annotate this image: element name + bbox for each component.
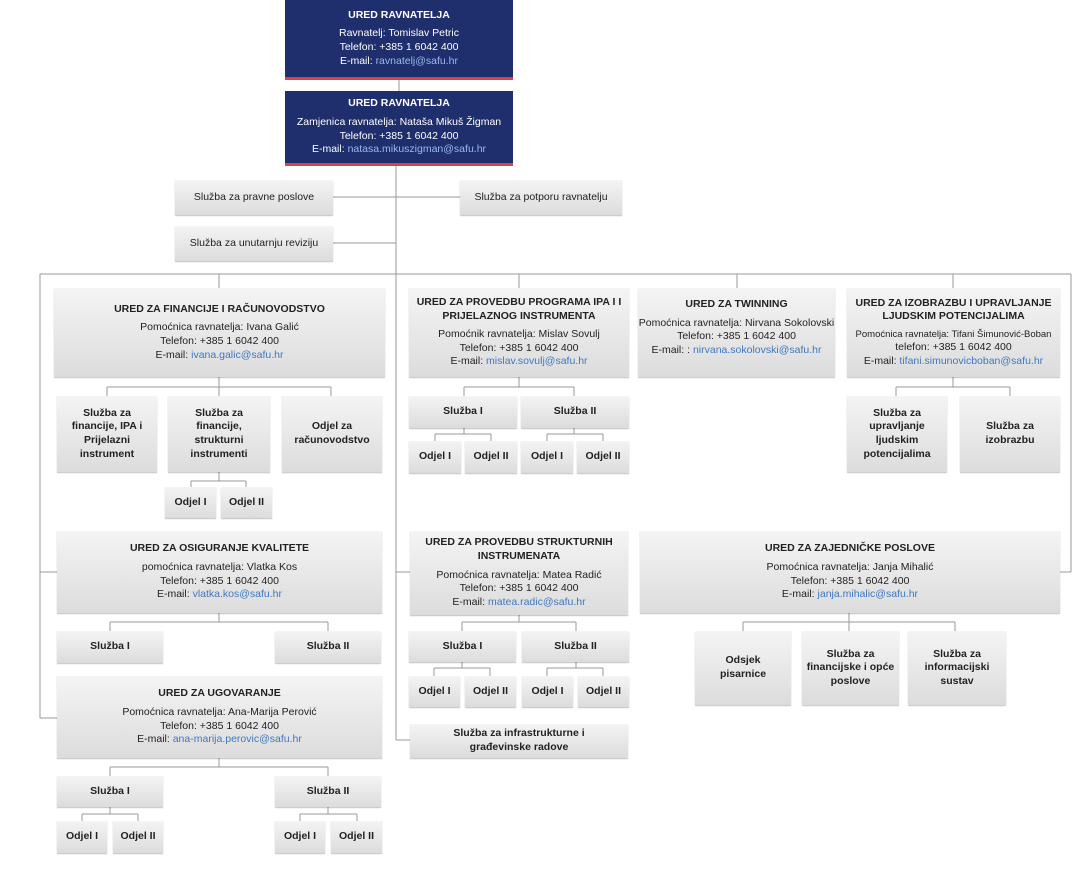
structural-office-title: URED ZA PROVEDBU STRUKTURNIH INSTRUMENATA xyxy=(425,536,613,563)
structural-dept-4-label: Odjel II xyxy=(585,684,621,697)
education-office-box xyxy=(847,288,1060,377)
education-office-title: URED ZA IZOBRAZBU I UPRAVLJANJE LJUDSKIM POTENCIJALIMA xyxy=(855,296,1052,323)
finance-unit-accounting xyxy=(282,396,382,472)
contracting-dept-1-label: Odjel I xyxy=(65,830,99,843)
ipa-service-2-label: Služba II xyxy=(553,405,597,418)
finance-office-title: URED ZA FINANCIJE I RAČUNOVODSTVO xyxy=(114,302,325,315)
deputy-email-link[interactable]: natasa.mikuszigman@safu.hr xyxy=(347,143,487,156)
infrastructure-service-label: Služba za infrastrukturne i građevinske radove xyxy=(453,727,585,753)
contracting-service-2 xyxy=(275,776,381,807)
quality-office-title: URED ZA OSIGURANJE KVALITETE xyxy=(129,542,310,555)
contracting-dept-3-label: Odjel I xyxy=(283,830,317,843)
contracting-person: Pomoćnica ravnatelja: Ana-Marija Perović xyxy=(122,705,317,718)
common-person: Pomoćnica ravnatelja: Janja Mihalić xyxy=(766,560,934,573)
contracting-phone: Telefon: +385 1 6042 400 xyxy=(160,719,279,732)
education-phone: telefon: +385 1 6042 400 xyxy=(895,341,1012,354)
common-unit-finance-label: Služba za financijske i opće poslove xyxy=(806,647,895,687)
education-service-training-label: Služba za izobrazbu xyxy=(985,420,1035,446)
deputy-phone: Telefon: +385 1 6042 400 xyxy=(339,129,459,142)
structural-dept-1 xyxy=(409,676,460,707)
ipa-dept-2-label: Odjel II xyxy=(473,450,509,463)
quality-person: pomoćnica ravnatelja: Vlatka Kos xyxy=(141,560,298,573)
quality-email-link[interactable]: vlatka.kos@safu.hr xyxy=(192,588,283,601)
contracting-dept-2-label: Odjel II xyxy=(120,830,156,843)
email-label: E-mail: xyxy=(339,54,373,67)
structural-dept-1-label: Odjel I xyxy=(418,684,451,697)
finance-dept-1 xyxy=(165,487,216,518)
common-office-box xyxy=(640,531,1060,613)
common-phone: Telefon: +385 1 6042 400 xyxy=(790,574,910,587)
quality-service-2 xyxy=(275,631,381,663)
finance-email-row xyxy=(156,349,284,363)
education-person: Pomoćnica ravnatelja: Tifani Šimunović-Boban xyxy=(855,328,1052,340)
ipa-person: Pomoćnik ravnatelja: Mislav Sovulj xyxy=(438,328,600,341)
contracting-dept-4 xyxy=(331,821,382,853)
structural-service-1-label: Služba I xyxy=(442,639,483,652)
ipa-dept-4 xyxy=(577,441,629,473)
contracting-office-box xyxy=(57,676,382,758)
ipa-dept-4-label: Odjel II xyxy=(585,450,621,463)
email-label: E-mail: xyxy=(137,733,170,746)
quality-office-box xyxy=(57,531,382,613)
structural-dept-4 xyxy=(578,676,629,707)
ipa-service-1 xyxy=(409,396,517,428)
structural-service-1 xyxy=(409,631,516,662)
email-label: E-mail: xyxy=(311,143,345,156)
director-office-box xyxy=(285,0,513,80)
common-email-link[interactable]: janja.mihalic@safu.hr xyxy=(817,588,919,601)
ipa-dept-1-label: Odjel I xyxy=(418,450,452,463)
finance-person: Pomoćnica ravnatelja: Ivana Galić xyxy=(140,321,299,334)
contracting-service-1 xyxy=(57,776,163,807)
twinning-office-box xyxy=(638,288,835,377)
ipa-email-link[interactable]: mislav.sovulj@safu.hr xyxy=(486,355,588,368)
email-label: E-mail: xyxy=(450,355,484,368)
structural-email-link[interactable]: matea.radic@safu.hr xyxy=(487,595,586,608)
director-name: Ravnatelj: Tomislav Petric xyxy=(338,27,460,40)
twinning-phone: Telefon: +385 1 6042 400 xyxy=(677,330,796,343)
common-unit-finance xyxy=(802,631,899,705)
legal-service-box xyxy=(175,180,333,215)
ipa-email-row xyxy=(450,355,587,369)
ipa-service-1-label: Služba I xyxy=(443,405,483,418)
structural-office-box xyxy=(410,531,628,615)
structural-service-2-label: Služba II xyxy=(554,639,597,652)
director-phone: Telefon: +385 1 6042 400 xyxy=(339,41,459,53)
finance-office-box xyxy=(54,288,385,377)
finance-unit-ipa-label: Služba za financije, IPA i Prijelazni instrument xyxy=(71,406,143,460)
director-email-row xyxy=(340,55,458,69)
finance-unit-structural-label: Služba za financije, strukturni instrumenti xyxy=(190,406,248,460)
finance-phone: Telefon: +385 1 6042 400 xyxy=(160,335,279,347)
support-service-label: Služba za potporu ravnatelju xyxy=(474,190,608,203)
audit-service-box xyxy=(175,226,333,261)
ipa-dept-2 xyxy=(465,441,517,473)
finance-unit-structural xyxy=(168,396,270,472)
audit-service-label: Služba za unutarnju reviziju xyxy=(189,236,319,249)
contracting-dept-2 xyxy=(113,821,163,853)
contracting-office-title: URED ZA UGOVARANJE xyxy=(158,687,281,700)
structural-dept-3 xyxy=(522,676,573,707)
contracting-dept-4-label: Odjel II xyxy=(338,830,374,843)
contracting-email-link[interactable]: ana-marija.perovic@safu.hr xyxy=(172,733,302,746)
education-service-hr xyxy=(847,396,947,472)
ipa-dept-1 xyxy=(409,441,461,473)
ipa-office-title: URED ZA PROVEDBU PROGRAMA IPA I I PRIJELAZNOG INSTRUMENTA xyxy=(416,295,622,322)
support-service-box xyxy=(460,180,622,215)
email-label: E-mail: xyxy=(452,595,486,608)
ipa-phone: Telefon: +385 1 6042 400 xyxy=(459,341,579,354)
infrastructure-service-box xyxy=(410,724,628,758)
education-email-row xyxy=(864,355,1043,369)
common-unit-it-label: Služba za informacijski sustav xyxy=(924,647,990,687)
deputy-name: Zamjenica ravnatelja: Nataša Mikuš Žigman xyxy=(296,115,502,128)
contracting-service-2-label: Služba II xyxy=(306,784,350,797)
email-label: E-mail: xyxy=(156,588,190,601)
deputy-office-title: URED RAVNATELJA xyxy=(348,97,450,110)
education-email-link[interactable]: tifani.simunovicboban@safu.hr xyxy=(899,354,1044,367)
structural-email-row xyxy=(452,596,585,610)
common-unit-it xyxy=(908,631,1006,705)
finance-email-link[interactable]: ivana.galic@safu.hr xyxy=(191,348,284,361)
email-label: E-mail: xyxy=(155,348,189,361)
email-label: E-mail: : xyxy=(651,343,691,356)
common-unit-registry xyxy=(695,631,791,705)
email-label: E-mail: xyxy=(863,354,897,367)
email-label: E-mail: xyxy=(781,588,815,601)
quality-service-2-label: Služba II xyxy=(306,640,350,653)
structural-phone: Telefon: +385 1 6042 400 xyxy=(459,582,579,595)
director-office-title: URED RAVNATELJA xyxy=(348,8,450,21)
legal-service-label: Služba za pravne poslove xyxy=(193,190,315,203)
ipa-service-2 xyxy=(521,396,629,428)
structural-dept-2-label: Odjel II xyxy=(472,684,508,697)
finance-dept-1-label: Odjel I xyxy=(174,495,207,508)
twinning-email-link[interactable]: nirvana.sokolovski@safu.hr xyxy=(692,343,822,356)
twinning-person: Pomoćnica ravnatelja: Nirvana Sokolovski xyxy=(638,316,835,329)
twinning-email-row xyxy=(652,344,822,358)
ipa-dept-3-label: Odjel I xyxy=(530,450,564,463)
structural-dept-2 xyxy=(465,676,516,707)
quality-email-row xyxy=(157,588,282,602)
structural-dept-3-label: Odjel I xyxy=(531,684,564,697)
finance-unit-accounting-label: Odjel za računovodstvo xyxy=(294,420,370,446)
ipa-office-box xyxy=(409,288,629,377)
quality-service-1-label: Služba I xyxy=(90,640,130,653)
common-unit-registry-label: Odsjek pisarnice xyxy=(719,654,767,680)
structural-service-2 xyxy=(522,631,629,662)
common-office-title: URED ZA ZAJEDNIČKE POSLOVE xyxy=(765,542,935,555)
twinning-office-title: URED ZA TWINNING xyxy=(685,298,788,310)
director-email-link[interactable]: ravnatelj@safu.hr xyxy=(375,54,459,67)
contracting-dept-3 xyxy=(275,821,325,853)
finance-unit-ipa xyxy=(57,396,157,472)
ipa-dept-3 xyxy=(521,441,573,473)
deputy-office-box xyxy=(285,91,513,166)
contracting-email-row xyxy=(137,733,302,747)
quality-phone: Telefon: +385 1 6042 400 xyxy=(160,574,279,587)
structural-person: Pomoćnica ravnatelja: Matea Radić xyxy=(436,568,602,581)
finance-dept-2-label: Odjel II xyxy=(228,495,264,508)
deputy-email-row xyxy=(312,143,486,157)
common-email-row xyxy=(782,588,918,602)
contracting-service-1-label: Služba I xyxy=(90,784,130,797)
quality-service-1 xyxy=(57,631,163,663)
education-service-training xyxy=(960,396,1060,472)
finance-dept-2 xyxy=(221,487,272,518)
education-service-hr-label: Služba za upravljanje ljudskim potencijalima xyxy=(863,406,931,460)
contracting-dept-1 xyxy=(57,821,107,853)
